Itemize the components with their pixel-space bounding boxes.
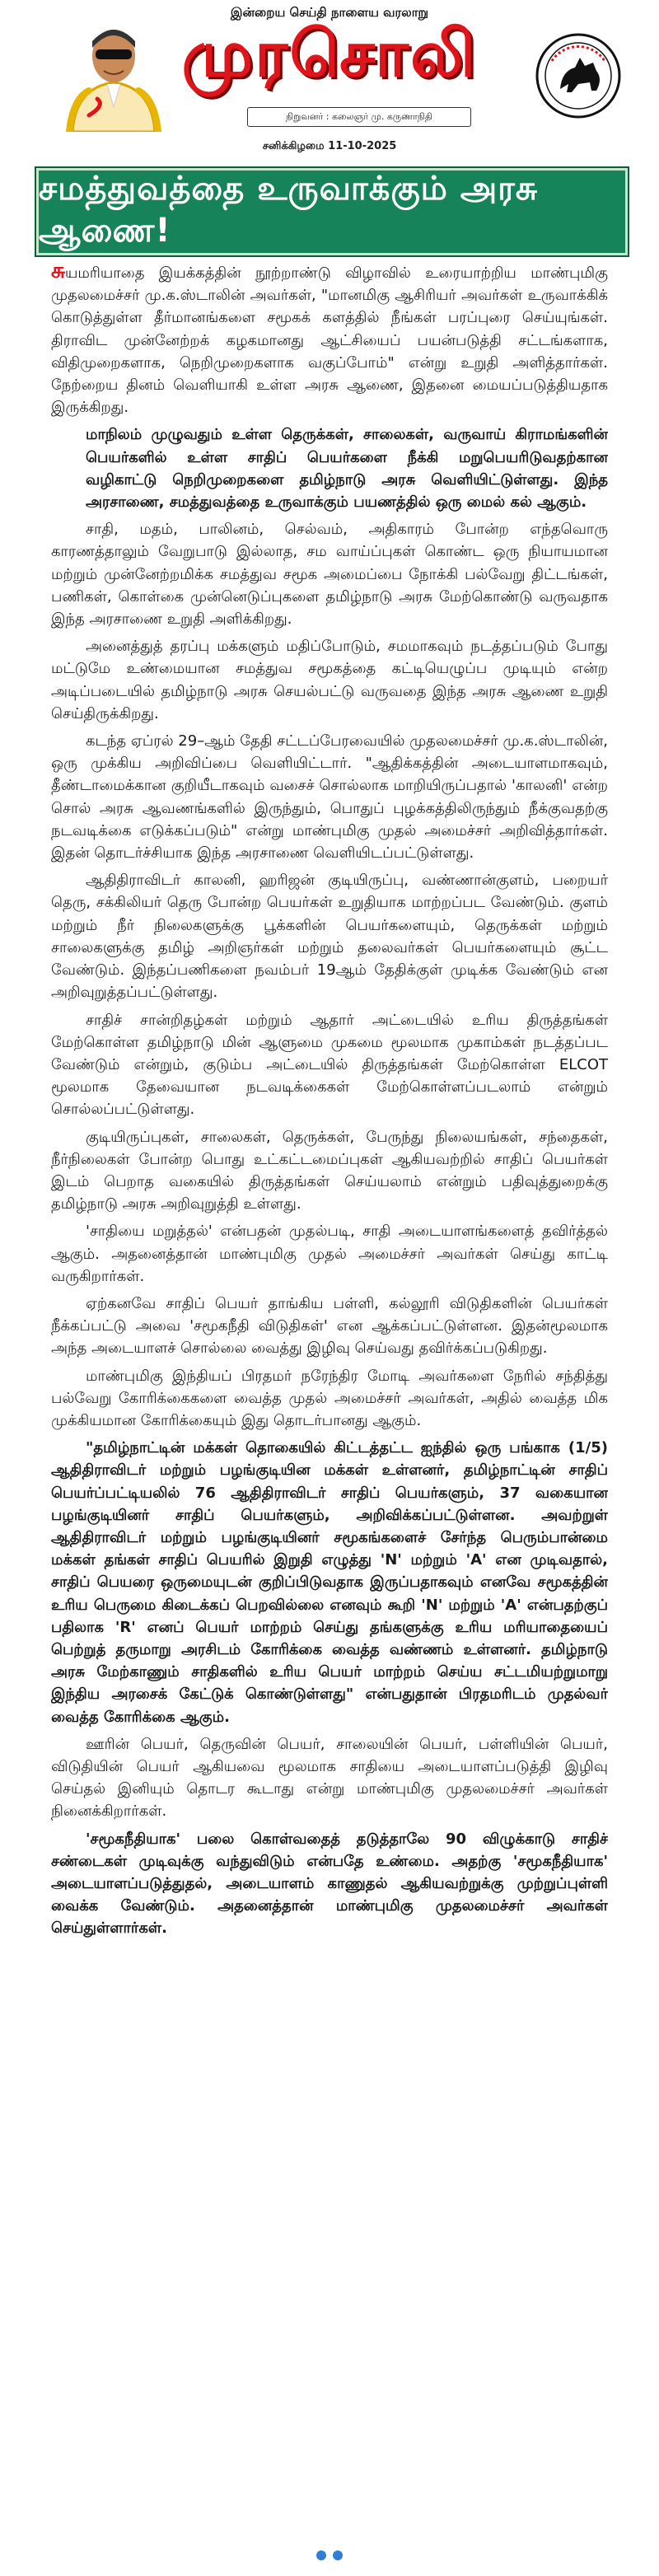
masthead [0,0,659,165]
page-dot-2[interactable] [333,2550,343,2560]
article-paragraph: சாதி, மதம், பாலினம், செல்வம், அதிகாரம் போன்ற எந்தவொரு காரணத்தாலும் வேறுபாடு இல்லாத, சம வாய்ப்புகள் கொண்ட ஒரு நியாயமான மற்றும் முன்னேற்றமிக்க சமத்துவ சமூக அமைப்பை நோக்கி பல்வேறு திட்டங்கள், பணிகள், கொள்கை முன்னெடுப்புகளை தமிழ்நாடு அரசு மேற்கொண்டு வருவதாக இந்த அரசாணை உறுதி அளிக்கிறது. [51,521,608,629]
article-paragraph: ஏற்கனவே சாதிப் பெயர் தாங்கிய பள்ளி, கல்லூரி விடுதிகளின் பெயர்கள் நீக்கப்பட்டு அவை 'சமூகநீதி விடுதிகள்' என ஆக்கப்பட்டுள்ளன. இதன்மூலமாக அந்த அடையாளச் சொல்லை வைத்து இழிவு செய்வது தவிர்க்கப்படுகிறது. [51,1294,608,1358]
article-paragraph: ஊரின் பெயர், தெருவின் பெயர், சாலையின் பெயர், பள்ளியின் பெயர், விடுதியின் பெயர் ஆகியவை மூலமாக சாதியை அடையாளப்படுத்தி இழிவு செய்தல் இனியும் தொடர கூடாது என்று மாண்புமிகு முதலமைச்சர் அவர்கள் நினைக்கிறார்கள். [51,1735,608,1821]
article-paragraph: சுயமரியாதை இயக்கத்தின் நூற்றாண்டு விழாவில் உரையாற்றிய மாண்புமிகு முதலமைச்சர் மு.க.ஸ்டாலின் அவர்கள், "மானமிகு ஆசிரியர் அவர்கள் உருவாக்கிக் கொடுத்துள்ள தீர்மானங்களை சமூகக் களத்தில் நீங்கள் பரப்புரை செய்யுங்கள். திராவிட முன்னேற்றக் கழகமானது ஆட்சியைப் பயன்படுத்தி சட்டங்களாக, விதிமுறைகளாக, நெறிமுறைகளாக வகுப்போம்" என்று உறுதி அளித்தார்கள். நேற்றைய தினம் வெளியாகி உள்ள அரசு ஆணை, இதனை மையப்படுத்தியதாக இருக்கிறது. [51,260,608,417]
highlighted-paragraph: மாநிலம் முழுவதும் உள்ள தெருக்கள், சாலைகள், வருவாய் கிராமங்களின் பெயர்களில் உள்ள சாதிப் பெயர்களை நீக்கி மறுபெயரிடுவதற்கான வழிகாட்டு நெறிமுறைகளை தமிழ்நாடு அரசு வெளியிட்டுள்ளது. இந்த அரசாணை, சமத்துவத்தை உருவாக்கும் பயணத்தில் ஒரு மைல் கல் ஆகும். [86,426,608,512]
headline: சமத்துவத்தை உருவாக்கும் அரசு ஆணை! [39,170,539,250]
article-paragraph: அனைத்துத் தரப்பு மக்களும் மதிப்போடும், சமமாகவும் நடத்தப்படும் போது மட்டுமே உண்மையான சமத்துவ சமூகத்தை கட்டியெழுப்ப முடியும் என்ற அடிப்படையில் தமிழ்நாடு அரசு செயல்பட்டு வருவதை இந்த அரசு ஆணை உறுதி செய்திருக்கிறது. [51,638,608,722]
issue-date: சனிக்கிழமை 11-10-2025 [262,140,397,152]
page-indicator [0,2550,659,2560]
article-paragraph: மாண்புமிகு இந்தியப் பிரதமர் நரேந்திர மோடி அவர்களை நேரில் சந்தித்து பல்வேறு கோரிக்கைகளை வைத்த முதல் அமைச்சர் அவர்கள், அதில் வைத்த மிக முக்கியமான கோரிக்கையும் இது தொடர்பானது ஆகும். [51,1367,608,1429]
founder-credit: நிறுவனர் : கலைஞர் மு. கருணாநிதி [247,107,471,127]
article-paragraph: குடியிருப்புகள், சாலைகள், தெருக்கள், பேருந்து நிலையங்கள், சந்தைகள், நீர்நிலைகள் போன்ற பொது உட்கட்டமைப்புகள் ஆகியவற்றில் சாதிப் பெயர்கள் இடம் பெறாத வகையில் திருத்தங்கள் செய்யலாம் என்றும் பதிவுத்துறைக்கு தமிழ்நாடு அரசு அறிவுறுத்தி உள்ளது. [51,1128,608,1213]
editorial-article [51,260,608,2542]
article-paragraph: 'சாதியை மறுத்தல்' என்பதன் முதல்படி, சாதி அடையாளங்களைத் தவிர்த்தல் ஆகும். அதனைத்தான் மாண்புமிகு முதல் அமைச்சர் அவர்கள் செய்து காட்டி வருகிறார்கள். [51,1223,608,1285]
party-seal-emblem [535,33,621,119]
article-paragraph: கடந்த ஏப்ரல் 29–ஆம் தேதி சட்டப்பேரவையில் முதலமைச்சர் மு.க.ஸ்டாலின், ஒரு முக்கிய அறிவிப்பை வெளியிட்டார். "ஆதிக்கத்தின் அடையாளமாகவும், தீண்டாமைக்கான குறியீடாகவும் வசைச் சொல்லாக மாறியிருப்பதால் 'காலனி' என்ற சொல் அரசு ஆவணங்களில் இருந்தும், பொதுப் புழக்கத்திலிருந்தும் நீக்குவதற்கு நடவடிக்கை எடுக்கப்படும்" என்று மாண்புமிகு முதல் அமைச்சர் அறிவித்தார்கள். இதன் தொடர்ச்சியாக இந்த அரசாணை வெளியிடப்பட்டுள்ளது. [51,732,608,863]
quoted-demand-paragraph: "தமிழ்நாட்டின் மக்கள் தொகையில் கிட்டத்தட்ட ஐந்தில் ஒரு பங்காக (1/5) ஆதிதிராவிடர் மற்றும் பழங்குடியின மக்கள் உள்ளனர், தமிழ்நாட்டின் சாதிப் பெயர்ப்பட்டியலில் 76 ஆதிதிராவிடர் சாதிப் பெயர்களும், 37 வகையான பழங்குடியினர் சாதிப் பெயர்களும், அறிவிக்கப்பட்டுள்ளன. அவற்றுள் ஆதிதிராவிடர் மற்றும் பழங்குடியினர் சமூகங்களைச் சேர்ந்த பெரும்பான்மை மக்கள் தங்கள் சாதிப் பெயரில் இறுதி எழுத்து 'N' மற்றும் 'A' என முடிவதால், சாதிப் பெயரை ஒருமையுடன் குறிப்பிடுவதாக இருப்பதாகவும் எனவே சமூகத்தின் உரிய பெருமை கிடைக்கப் பெறவில்லை எனவும் கூறி 'N' மற்றும் 'A' என்பதற்குப் பதிலாக 'R' எனப் பெயர் மாற்றம் செய்து தங்களுக்கு உரிய மரியாதையைப் பெற்றுத் தருமாறு அரசிடம் கோரிக்கை வைத்த வண்ணம் உள்ளனர். தமிழ்நாடு அரசு மேற்காணும் சாதிகளில் உரிய பெயர் மாற்றம் செய்ய சட்டமியற்றுமாறு இந்திய அரசைக் கேட்டுக் கொண்டுள்ளது" என்பதுதான் பிரதமரிடம் முதல்வர் வைத்த கோரிக்கை ஆகும். [51,1439,608,1726]
newspaper-logo: முரசொலி [181,16,478,91]
article-paragraph: சாதிச் சான்றிதழ்கள் மற்றும் ஆதார் அட்டையில் உரிய திருத்தங்கள் மேற்கொள்ள தமிழ்நாடு மின் ஆளுமை முகமை மூலமாக முகாம்கள் நடத்தப்பட வேண்டும் என்றும், குடும்ப அட்டையில் திருத்தங்கள் மேற்கொள்ள ELCOT மூலமாக தேவையான நடவடிக்கைகள் மேற்கொள்ளப்படலாம் என்றும் சொல்லப்பட்டுள்ளது. [51,1011,608,1119]
drop-cap: சு [51,260,65,283]
masthead-tagline: இன்றைய செய்தி நாளைய வரலாறு [230,5,429,20]
closing-paragraph: 'சமூகநீதியாக' பலை கொள்வதைத் தடுத்தாலே 90 விழுக்காடு சாதிச் சண்டைகள் முடிவுக்கு வந்துவிடும் என்பதே உண்மை. அதற்கு 'சமூகநீதியாக' அடையாளப்படுத்துதல், அடையாளம் காணுதல் ஆகியவற்றுக்கு முற்றுப்புள்ளி வைக்க வேண்டும். அதனைத்தான் மாண்புமிகு முதலமைச்சர் அவர்கள் செய்துள்ளார்கள். [51,1830,608,1938]
article-paragraph: ஆதிதிராவிடர் காலனி, ஹரிஜன் குடியிருப்பு, வண்ணான்குளம், பறையர் தெரு, சக்கிலியர் தெரு போன்ற பெயர்கள் உறுதியாக மாற்றப்பட வேண்டும். குளம் மற்றும் நீர் நிலைகளுக்கு பூக்களின் பெயர்களையும், தெருக்கள் மற்றும் சாலைகளுக்கு தமிழ் அறிஞர்கள் மற்றும் தலைவர்கள் பெயர்களையும் சூட்ட வேண்டும். இந்தப்பணிகளை நவம்பர் 19ஆம் தேதிக்குள் முடிக்க வேண்டும் என அறிவுறுத்தப்பட்டுள்ளது. [51,872,608,1002]
headline-banner [36,168,628,255]
page-dot-1[interactable] [316,2550,326,2560]
